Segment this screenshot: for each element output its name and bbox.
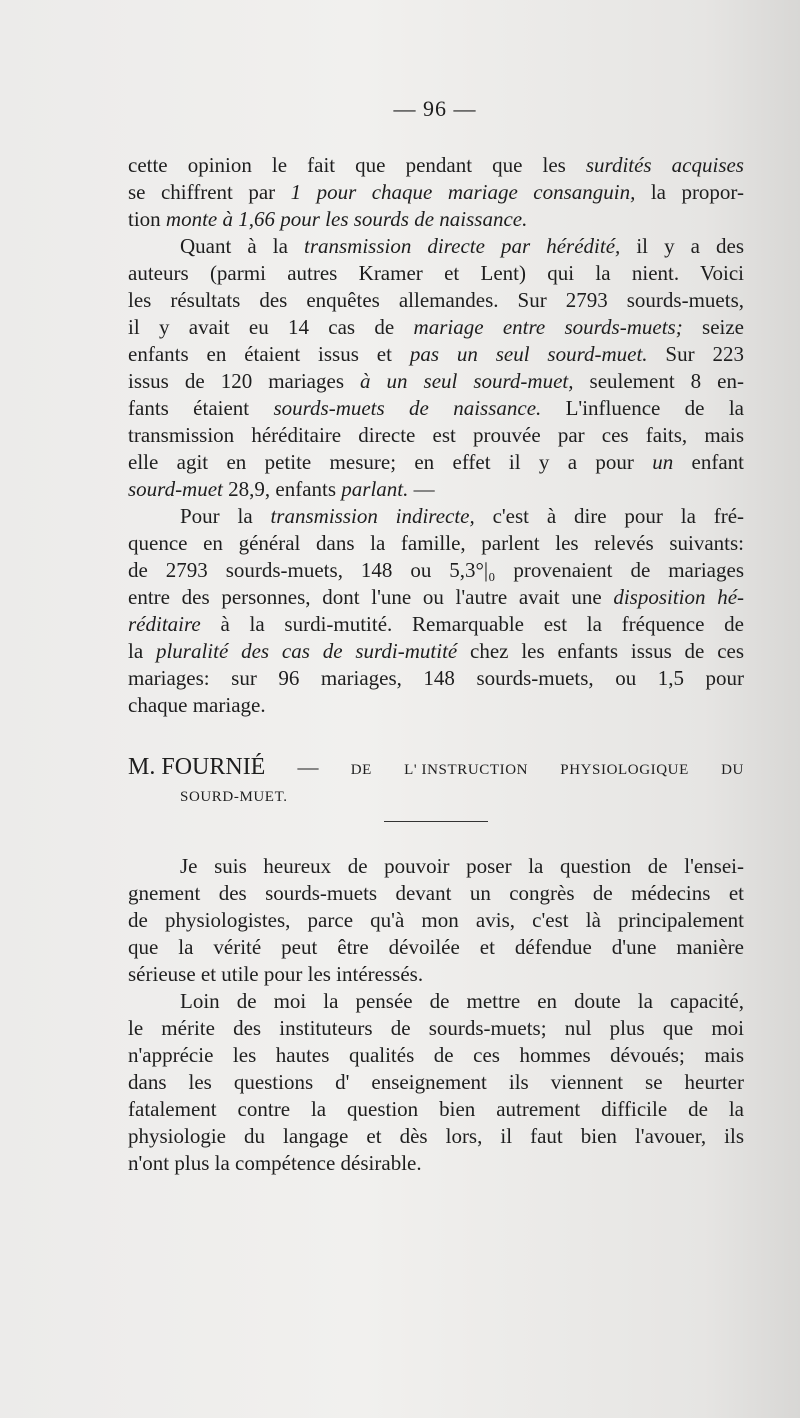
text-line: tion monte à 1,66 pour les sourds de naissance. — [128, 207, 528, 231]
text-line: fatalement contre la question bien autrement difficile de la — [128, 1097, 744, 1121]
text-line: gnement des sourds-muets devant un congrès de médecins et — [128, 881, 744, 905]
paragraph-3 — [128, 503, 744, 719]
text-line: les résultats des enquêtes allemandes. Sur 2793 sourds-muets, — [128, 288, 744, 312]
paragraph-2 — [128, 233, 744, 503]
text-body — [128, 152, 744, 1177]
text-line: que la vérité peut être dévoilée et défendue d'une manière — [128, 935, 744, 959]
text-line: mariages: sur 96 mariages, 148 sourds-muets, ou 1,5 pour — [128, 666, 744, 690]
text-line: n'ont plus la compétence désirable. — [128, 1151, 422, 1175]
text-line: auteurs (parmi autres Kramer et Lent) qui la nient. Voici — [128, 261, 744, 285]
text-line: physiologie du langage et dès lors, il faut bien l'avouer, ils — [128, 1124, 744, 1148]
text-line: il y avait eu 14 cas de mariage entre sourds-muets; seize — [128, 315, 744, 339]
text-line: cette opinion le fait que pendant que les surdités acquises — [128, 153, 744, 177]
text-line: entre des personnes, dont l'une ou l'autre avait une disposition hé- — [128, 585, 745, 609]
text-line: le mérite des instituteurs de sourds-muets; nul plus que moi — [128, 1016, 744, 1040]
text-line: de 2793 sourds-muets, 148 ou 5,3°|₀ provenaient de mariages — [128, 558, 744, 582]
text-line: chaque mariage. — [128, 693, 266, 717]
text-line: Quant à la transmission directe par hérédité, il y a des — [180, 234, 745, 258]
heading-line-2: SOURD-MUET. — [180, 789, 288, 805]
page-number: — 96 — — [393, 96, 477, 121]
text-line: dans les questions d' enseignement ils viennent se heurter — [128, 1070, 744, 1094]
text-line: n'apprécie les hautes qualités de ces hommes dévoués; mais — [128, 1043, 744, 1067]
section-heading — [128, 754, 744, 811]
text-line: de physiologistes, parce qu'à mon avis, c'est là principalement — [128, 908, 744, 932]
heading-word: DU — [721, 762, 744, 778]
text-line: réditaire à la surdi-mutité. Remarquable est la fréquence de — [128, 612, 744, 636]
text-line: sourd-muet 28,9, enfants parlant. — — [128, 477, 435, 501]
text-line: transmission héréditaire directe est prouvée par ces faits, mais — [128, 423, 744, 447]
text-line: elle agit en petite mesure; en effet il y a pour un enfant — [128, 450, 744, 474]
text-line: quence en général dans la famille, parlent les relevés suivants: — [128, 531, 744, 555]
text-line: Pour la transmission indirecte, c'est à dire pour la fré- — [180, 504, 745, 528]
text-line: la pluralité des cas de surdi-mutité chez les enfants issus de ces — [128, 639, 745, 663]
heading-word: DE — [350, 762, 372, 778]
heading-word: L' INSTRUCTION — [404, 762, 529, 778]
heading-word: PHYSIOLOGIQUE — [560, 762, 689, 778]
author-name: M. FOURNIÉ — [128, 754, 266, 780]
text-line: Je suis heureux de pouvoir poser la question de l'ensei- — [180, 854, 744, 878]
text-line: issus de 120 mariages à un seul sourd-muet, seulement 8 en- — [128, 369, 744, 393]
section-rule — [384, 821, 488, 822]
text-line: Loin de moi la pensée de mettre en doute la capacité, — [180, 989, 744, 1013]
paragraph-1 — [128, 152, 744, 233]
text-line: se chiffrent par 1 pour chaque mariage consanguin, la propor- — [128, 180, 745, 204]
text-line: enfants en étaient issus et pas un seul sourd-muet. Sur 223 — [128, 342, 744, 366]
paragraph-4 — [128, 853, 744, 988]
paragraph-5 — [128, 988, 744, 1177]
text-line: sérieuse et utile pour les intéressés. — [128, 962, 424, 986]
text-line: fants étaient sourds-muets de naissance. L'influence de la — [128, 396, 744, 420]
heading-dash: — — [297, 755, 319, 779]
